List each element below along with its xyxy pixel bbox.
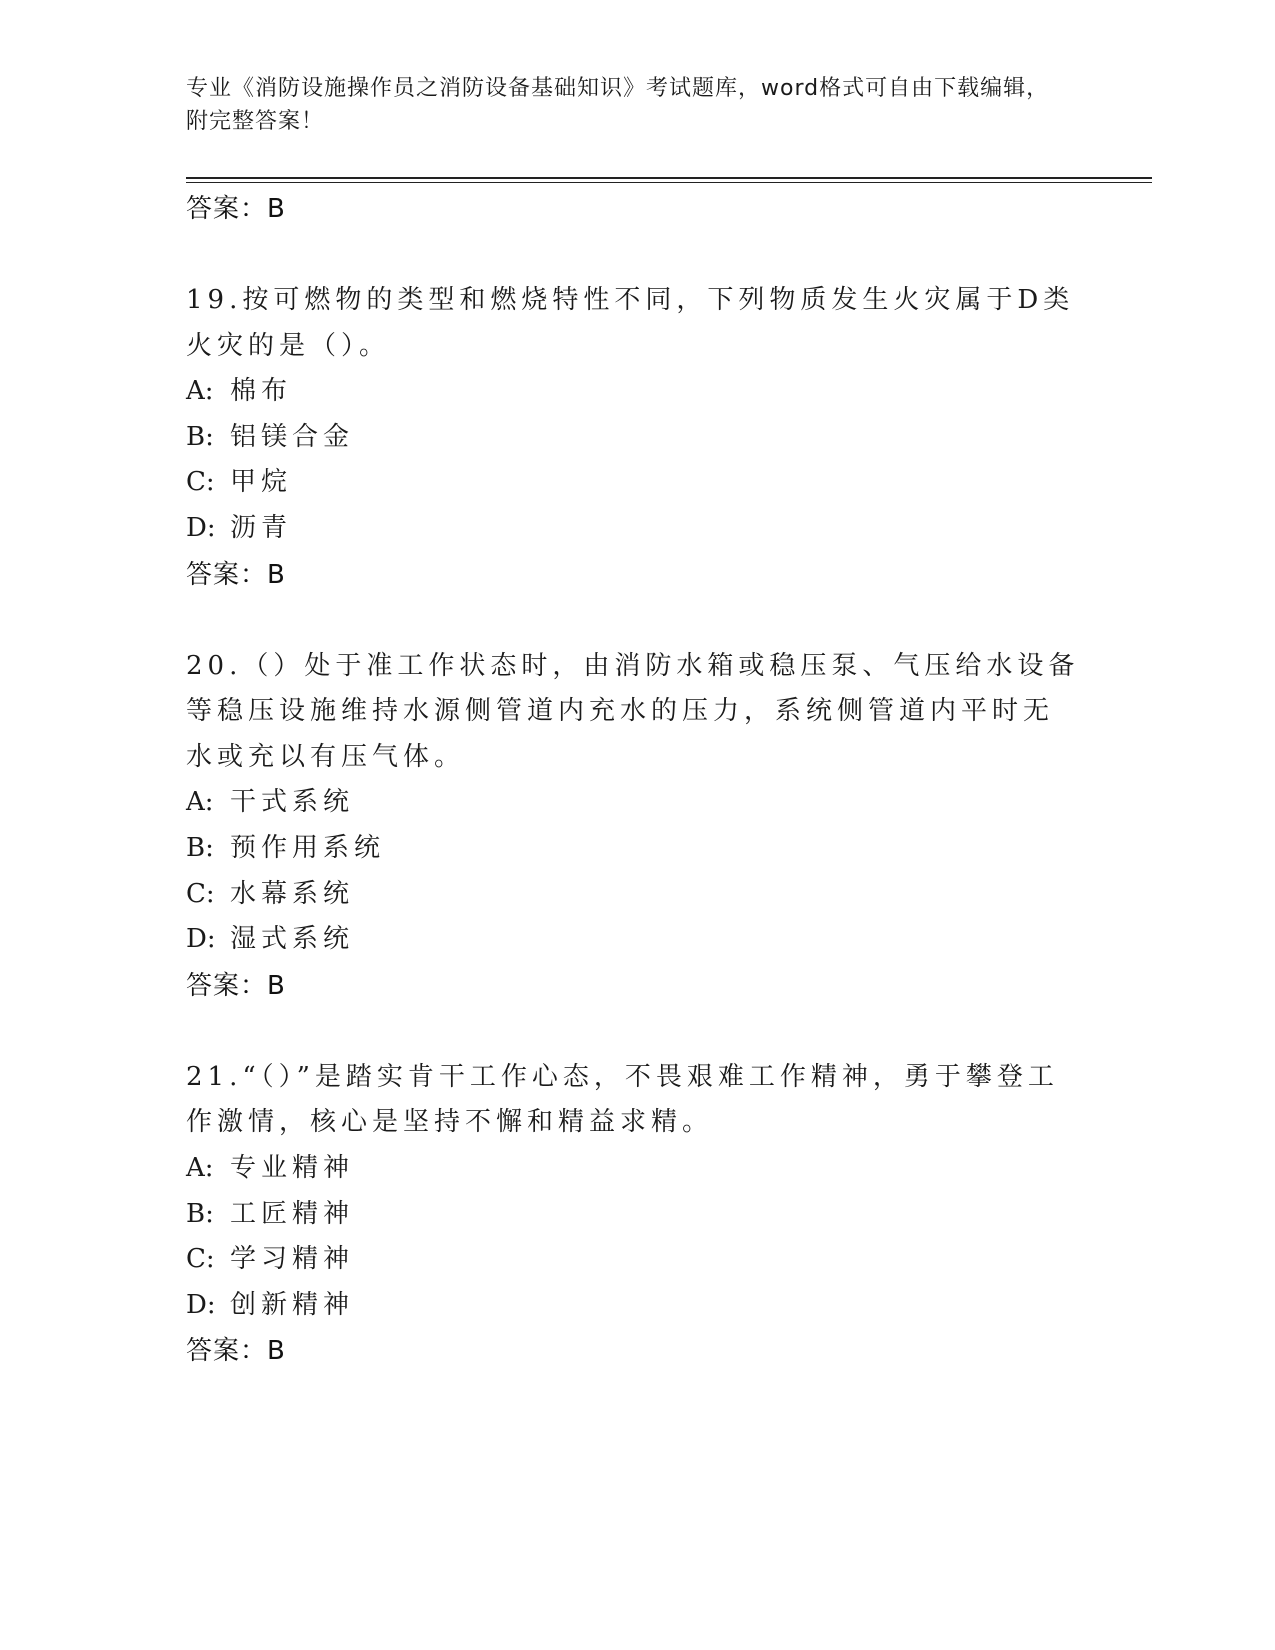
option-letter: C: [186, 467, 215, 498]
option-text: 棉布 [230, 376, 293, 407]
option-b [186, 1192, 1086, 1238]
option-text: 干式系统 [230, 787, 355, 818]
question-content [186, 186, 1086, 1374]
option-b [186, 415, 1086, 461]
option-text: 水幕系统 [230, 878, 355, 909]
option-letter: B: [186, 1198, 214, 1229]
question-block [186, 278, 1086, 598]
question-block [186, 644, 1086, 1009]
option-letter: D: [186, 512, 216, 543]
option-c [186, 460, 1086, 506]
answer-line: 答案：B [186, 1336, 286, 1367]
option-text: 铝镁合金 [230, 421, 355, 452]
option-letter: C: [186, 878, 215, 909]
option-letter: A: [186, 1152, 214, 1183]
option-letter: D: [186, 1289, 216, 1320]
question-stem: 20.（）处于准工作状态时，由消防水箱或稳压泵、气压给水设备等稳压设施维持水源侧管道内充水的压力，系统侧管道内平时无水或充以有压气体。 [186, 650, 1080, 772]
answer-line: 答案：B [186, 970, 286, 1001]
option-d [186, 506, 1086, 552]
header-rule-thick [186, 177, 1152, 179]
option-text: 预作用系统 [230, 832, 386, 863]
option-text: 学习精神 [230, 1244, 355, 1275]
option-a [186, 369, 1086, 415]
page-header: 专业《消防设施操作员之消防设备基础知识》考试题库，word格式可自由下载编辑，附完整答案！ [186, 76, 1050, 134]
question-stem: 21.“（）”是踏实肯干工作心态，不畏艰难工作精神，勇于攀登工作激情，核心是坚持不懈和精益求精。 [186, 1061, 1059, 1138]
option-text: 湿式系统 [230, 924, 355, 955]
answer-line: 答案：B [186, 559, 286, 590]
option-letter: D: [186, 924, 216, 955]
question-stem: 19.按可燃物的类型和燃烧特性不同，下列物质发生火灾属于D类火灾的是（）。 [186, 285, 1075, 361]
option-text: 工匠精神 [230, 1198, 355, 1229]
option-c [186, 872, 1086, 918]
option-a [186, 780, 1086, 826]
option-b [186, 826, 1086, 872]
header-rule-thin [186, 182, 1152, 183]
option-text: 甲烷 [230, 467, 293, 498]
option-text: 专业精神 [230, 1152, 355, 1183]
option-letter: A: [186, 787, 214, 818]
answer-line: 答案：B [186, 194, 286, 224]
option-text: 创新精神 [230, 1289, 355, 1320]
option-c [186, 1237, 1086, 1283]
question-block [186, 1055, 1086, 1375]
option-letter: C: [186, 1244, 215, 1275]
option-text: 沥青 [230, 512, 293, 543]
option-d [186, 1283, 1086, 1329]
option-letter: A: [186, 376, 214, 407]
option-letter: B: [186, 832, 214, 863]
option-a [186, 1146, 1086, 1192]
option-letter: B: [186, 421, 214, 452]
option-d [186, 917, 1086, 963]
